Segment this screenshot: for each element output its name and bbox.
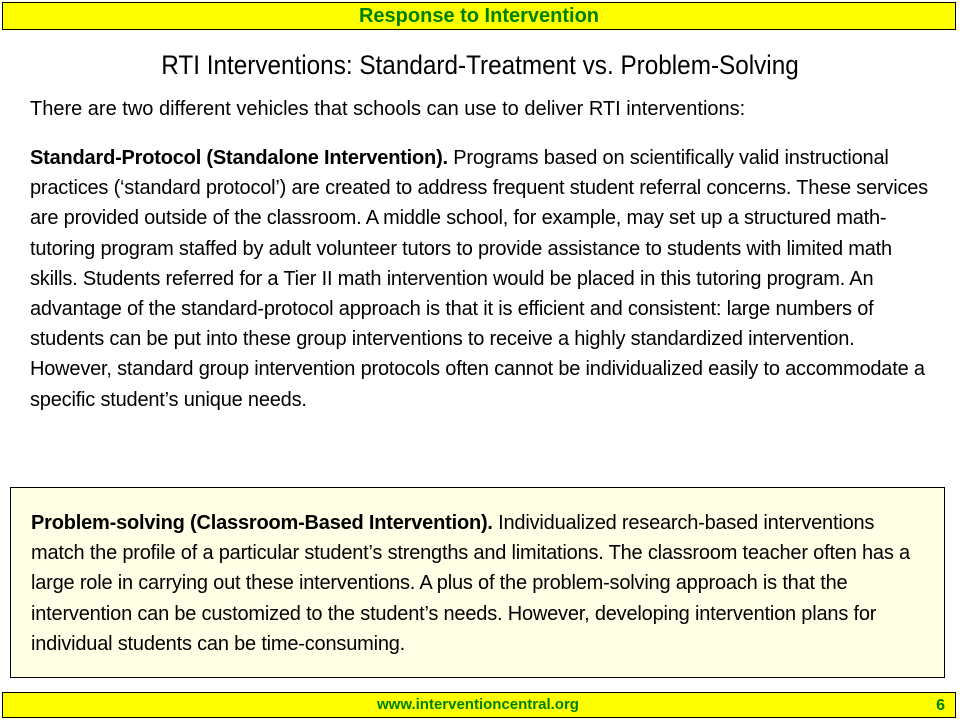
footer-url-link[interactable]: www.interventioncentral.org: [377, 696, 579, 713]
footer-bar: [2, 692, 956, 718]
standard-protocol-body: Programs based on scientifically valid instructional practices (‘standard protocol’) are created to address frequent student referral concerns. These services are provided outside of the classroom. A middle school, for example, may set up a structured math-tutoring program staffed by adult volunteer tutors to provide assistance to students with limited math skills. Students referred for a Tier II math intervention would be placed in this tutoring program. An advantage of the standard-protocol approach is that it is efficient and consistent: large numbers of students can be put into these group interventions to receive a highly standardized intervention. However, standard group intervention protocols often cannot be individualized easily to accommodate a specific student’s unique needs.: [30, 147, 928, 411]
problem-solving-heading: Problem-solving (Classroom-Based Intervention).: [31, 512, 493, 534]
standard-protocol-paragraph: [30, 143, 935, 415]
slide-title: RTI Interventions: Standard-Treatment vs. Problem-Solving: [161, 50, 799, 80]
header-title: Response to Intervention: [358, 5, 600, 27]
standard-protocol-heading: Standard-Protocol (Standalone Intervention).: [30, 147, 448, 169]
page-number: 6: [936, 697, 945, 714]
intro-text: There are two different vehicles that schools can use to deliver RTI interventions:: [30, 98, 746, 120]
problem-solving-box: [10, 487, 945, 678]
problem-solving-paragraph: [31, 508, 931, 659]
header-bar: [2, 2, 956, 30]
problem-solving-body: Individualized research-based interventions match the profile of a particular student’s strengths and limitations. The classroom teacher often has a large role in carrying out these interventions. A plus of the problem-solving approach is that the intervention can be customized to the student’s needs. However, developing intervention plans for individual students can be time-consuming.: [31, 512, 910, 655]
